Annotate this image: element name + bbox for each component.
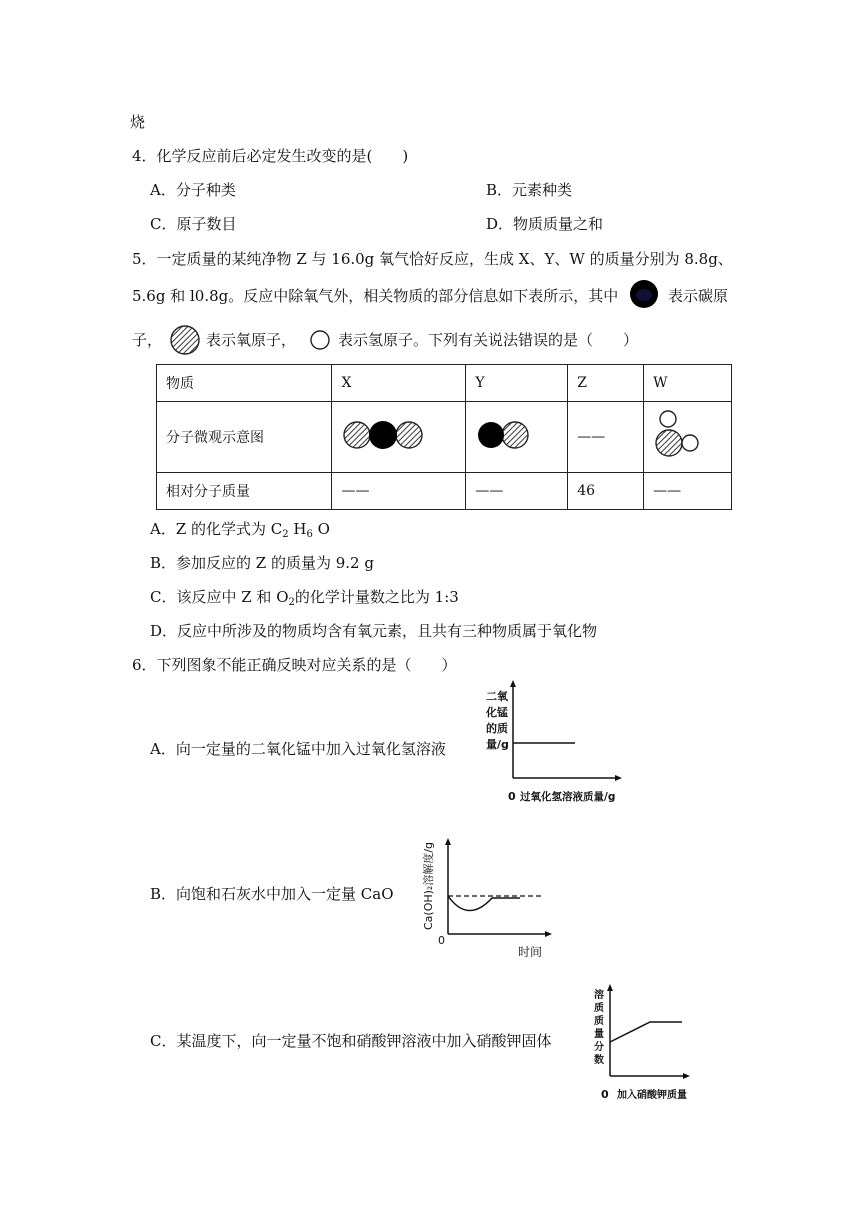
q6-option-a: A．向一定量的二氧化锰中加入过氧化氢溶液 [150,740,446,758]
q4-option-b: B．元素种类 [486,181,573,199]
q6-option-b: B．向饱和石灰水中加入一定量 CaO [150,885,394,903]
hydrogen-atom-icon [308,328,332,352]
graph-c-ylabel: 质 [594,1016,604,1027]
graph-c-ylabel: 量 [594,1029,604,1040]
graph-b-ylabel: Ca(OH)₂溶解度/g [422,841,435,930]
graph-c-ylabel: 数 [594,1055,604,1066]
q5-stem-line3-start: 子， [132,331,163,349]
molecule-x-cell [332,402,466,473]
table-cell: —— [644,473,732,510]
subscript: 2 [282,529,289,540]
table-cell: —— [332,473,466,510]
q5-stem-line2-end: 表示碳原 [668,287,729,305]
q5-stem-line3-mid: 表示氧原子， [206,331,297,349]
q5-option-a-text: A．Z 的化学式为 C [150,520,283,538]
q4-option-a: A．分子种类 [150,181,236,199]
molecule-x-diagram [341,419,425,451]
graph-a-origin: 0 [508,790,516,803]
graph-a-ylabel: 二氧 [486,690,508,703]
graph-a [480,680,625,808]
oxygen-atom-icon [168,323,202,357]
substance-table [156,364,732,510]
table-cell: —— [568,402,644,473]
carbon-atom-icon [628,278,660,310]
table-cell: 46 [568,473,644,510]
q5-option-a [150,519,330,539]
graph-a-xlabel: 过氧化氢溶液质量/g [520,791,616,803]
table-cell-label: 分子微观示意图 [157,402,332,473]
graph-c-ylabel: 溶 [594,990,604,1001]
graph-c-xlabel: 加入硝酸钾质量 [617,1090,687,1101]
table-header-cell: 物质 [157,365,332,402]
molecule-y-diagram [475,419,535,451]
table-cell: —— [466,473,568,510]
q5-option-a-text: H [288,520,307,538]
q5-stem-line1: 5．一定质量的某纯净物 Z 与 16.0g 氧气恰好反应，生成 X、Y、W 的质量分别为 8.8g、 [132,250,733,268]
molecule-w-diagram [653,409,703,461]
q5-stem-line3-end: 表示氢原子。下列有关说法错误的是（ ） [338,331,639,349]
q4-stem: 4．化学反应前后必定发生改变的是( ) [132,147,409,165]
q5-option-c-text: C．该反应中 Z 和 O [150,588,289,606]
subscript: 2 [288,597,295,608]
table-cell-label: 相对分子质量 [157,473,332,510]
table-row [157,402,732,473]
graph-c [590,980,700,1108]
graph-c-ylabel: 分 [594,1042,604,1053]
q5-stem-line2: 5.6g 和 l0.8g。反应中除氧气外，相关物质的部分信息如下表所示，其中 [132,287,619,305]
table-row [157,473,732,510]
graph-c-ylabel: 质 [594,1003,604,1014]
table-header-cell: X [332,365,466,402]
table-header-cell: Z [568,365,644,402]
q5-option-d: D．反应中所涉及的物质均含有氧元素，且共有三种物质属于氧化物 [150,622,598,640]
molecule-y-cell [466,402,568,473]
table-header-cell: W [644,365,732,402]
graph-b-xlabel: 时间 [518,945,543,959]
previous-question-fragment: 烧 [130,113,146,131]
graph-a-ylabel: 量/g [486,738,509,751]
graph-c-origin: 0 [601,1088,609,1101]
graph-a-ylabel: 的质 [486,722,508,735]
q5-option-b: B．参加反应的 Z 的质量为 9.2 g [150,554,374,572]
graph-b-origin: 0 [438,934,445,947]
table-header-row [157,365,732,402]
graph-b [408,836,558,964]
molecule-w-cell [644,402,732,473]
q5-option-a-text: O [312,520,330,538]
q6-stem: 6．下列图象不能正确反映对应关系的是（ ） [132,656,457,674]
subscript: 6 [306,529,313,540]
table-header-cell: Y [466,365,568,402]
q5-option-c [150,587,459,607]
q6-option-c: C．某温度下，向一定量不饱和硝酸钾溶液中加入硝酸钾固体 [150,1032,552,1050]
q4-option-c: C．原子数目 [150,215,237,233]
q5-option-c-text: 的化学计量数之比为 1:3 [294,588,459,606]
q4-option-d: D．物质质量之和 [486,215,604,233]
graph-a-ylabel: 化锰 [486,706,508,719]
